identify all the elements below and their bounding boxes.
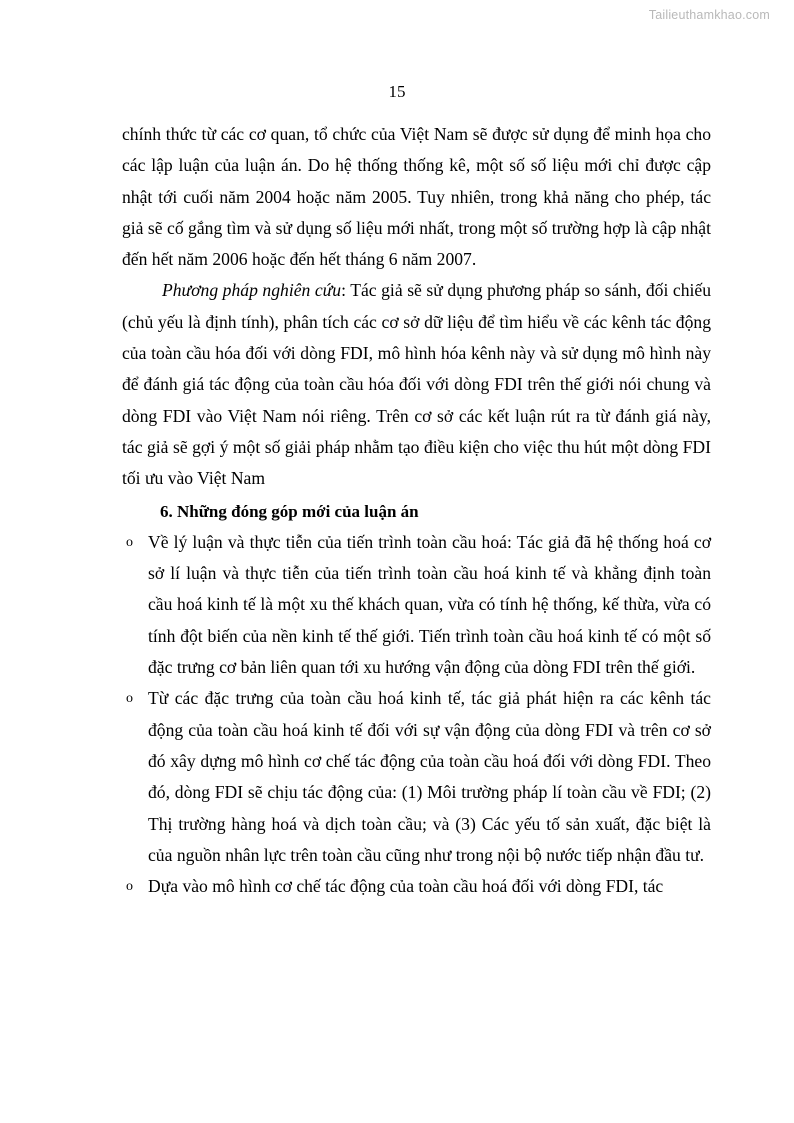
bullet-circle-icon: o (126, 534, 133, 550)
list-item-text: Dựa vào mô hình cơ chế tác động của toàn cầu hoá đối với dòng FDI, tác (148, 876, 664, 897)
list-item (122, 683, 711, 871)
paragraph-1-text: chính thức từ các cơ quan, tổ chức của Việt Nam sẽ được sử dụng để minh họa cho các lập luận của luận án. Do hệ thống thống kê, một số số liệu mới chỉ được cập nhật tới cuối năm 2004 hoặc năm 2005. Tuy nhiên, trong khả năng cho phép, tác giả sẽ cố gắng tìm và sử dụng số liệu mới nhất, trong một số trường hợp là cập nhật đến hết năm 2006 hoặc đến hết tháng 6 năm 2007. (122, 124, 711, 270)
paragraph-2-text: : Tác giả sẽ sử dụng phương pháp so sánh, đối chiếu (chủ yếu là định tính), phân tích các cơ sở dữ liệu để tìm hiểu về các kênh tác động của toàn cầu hóa đối với dòng FDI, mô hình hóa kênh này và sử dụng mô hình này để đánh giá tác động của toàn cầu hóa đối với dòng FDI trên thế giới nói chung và dòng FDI vào Việt Nam nói riêng. Trên cơ sở các kết luận rút ra từ đánh giá này, tác giả sẽ gợi ý một số giải pháp nhằm tạo điều kiện cho việc thu hút một dòng FDI tối ưu vào Việt Nam (122, 280, 711, 489)
contributions-list (122, 527, 711, 903)
paragraph-research-method (122, 275, 711, 494)
site-watermark: Tailieuthamkhao.com (648, 8, 770, 22)
page-number: 15 (388, 82, 406, 101)
list-item (122, 527, 711, 683)
bullet-circle-icon: o (126, 879, 133, 895)
list-item (122, 871, 711, 902)
list-item-text: Từ các đặc trưng của toàn cầu hoá kinh tế, tác giả phát hiện ra các kênh tác động của toàn cầu hoá kinh tế đối với sự vận động của dòng FDI và trên cơ sở đó xây dựng mô hình cơ chế tác động của toàn cầu hoá đối với dòng FDI. Theo đó, dòng FDI sẽ chịu tác động của: (1) Môi trường pháp lí toàn cầu về FDI; (2) Thị trường hàng hoá và dịch toàn cầu; và (3) Các yếu tố sản xuất, đặc biệt là của nguồn nhân lực trên toàn cầu cũng như trong nội bộ nước tiếp nhận đầu tư. (148, 688, 711, 865)
bullet-circle-icon: o (126, 691, 133, 707)
section-heading-6: 6. Những đóng góp mới của luận án (160, 501, 419, 521)
research-method-label: Phương pháp nghiên cứu (162, 280, 342, 301)
list-item-text: Về lý luận và thực tiễn của tiến trình toàn cầu hoá: Tác giả đã hệ thống hoá cơ sở lí luận và thực tiễn của tiến trình toàn cầu hoá kinh tế và khẳng định toàn cầu hoá kinh tế là một xu thế khách quan, vừa có tính hệ thống, kế thừa, vừa có tính đột biến của nền kinh tế thế giới. Tiến trình toàn cầu hoá kinh tế có một số đặc trưng cơ bản liên quan tới xu hướng vận động của dòng FDI trên thế giới. (148, 531, 711, 678)
page-body (122, 119, 711, 902)
paragraph-methodology-data (122, 119, 711, 275)
